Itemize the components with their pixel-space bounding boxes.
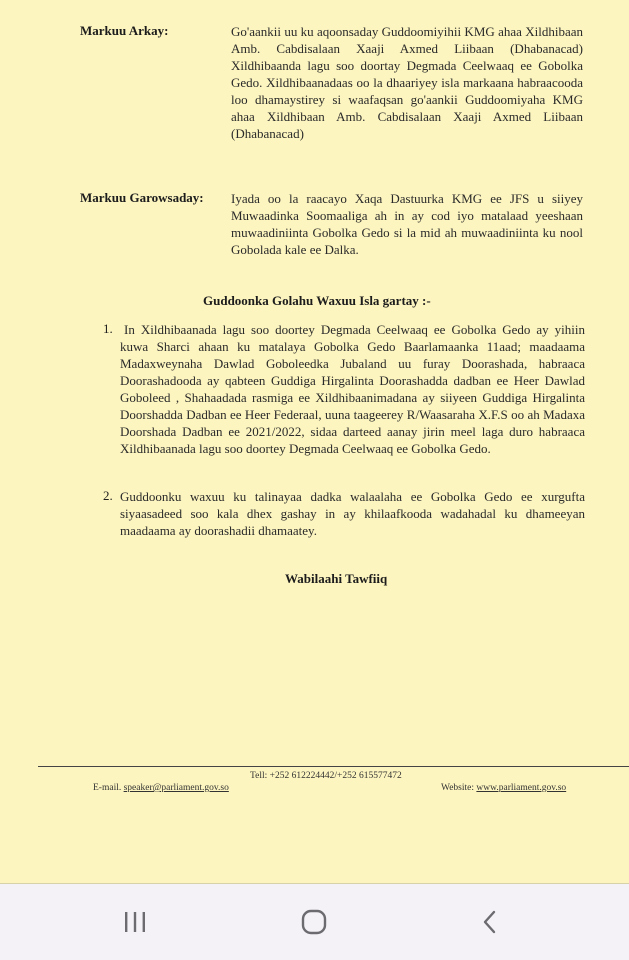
back-icon: [480, 909, 500, 935]
arkay-paragraph: Go'aankii uu ku aqoonsaday Guddoomiyihii KMG ahaa Xildhibaan Amb. Cabdisalaan Xaaji Axmed Liibaan (Dhabanacad) Xildhibaanda lagu soo doortay Degmada Ceelwaaq ee Gobolka Gedo. Xildhibaanadaas oo la dhaariyey isla markaana habraacooda loo dhamaystirey si waafaqsan go'aankii Guddoomiyaha KMG ahaa Xildhibaan Amb. Cabdisalaan Xaaji Axmed Liibaan (Dhabanacad): [231, 24, 583, 141]
resolution-item: In Xildhibaanada lagu soo doortey Degmada Ceelwaaq ee Gobolka Gedo ay yihiin kuwa Sharci ahaan ku matalaya Gobolka Gedo Baarlamaanka 11aad; maadaama Madaxweynaha Dawlad Goboleedka Jubaland uu furay Doorashada, habraaca Doorashadooda ay qabteen Guddiga Hirgalinta Doorashadda dadban ee Heer Dawlad Goboleed , Shahaadada rasmiga ee Xildhibaanimadana ay siiyeen Guddiga Hirgalinta Doorshadda Dadban ee Heer Federaal, uuna taageerey R/Waasaraha X.F.S oo ah Madaxa Doorshada Dadban ee 2021/2022, sidaa darteed aanay jirin meel laga duro habraaca Xildhibaanada lagu soo doortey Degmada Ceelwaaq ee Gobolka Gedo.: [120, 322, 585, 456]
website-link[interactable]: www.parliament.gov.so: [476, 783, 567, 793]
garowsaday-label: Markuu Garowsaday:: [80, 190, 204, 205]
resolution-item: Guddoonku waxuu ku talinayaa dadka walaalaha ee Gobolka Gedo ee xurgufta siyaasadeed soo kala dhex gashay in ay khilaafkooda wadahadal ku dhameeyan maadaama ay doorashadii dhamaatey.: [120, 489, 585, 538]
item-number: 1.: [103, 321, 113, 336]
home-button[interactable]: [289, 902, 339, 942]
email-label: E-mail.: [93, 783, 122, 793]
arkay-label: Markuu Arkay:: [80, 23, 169, 38]
recent-apps-icon: [122, 910, 148, 934]
email-link[interactable]: speaker@parliament.gov.so: [123, 783, 229, 793]
footer-divider: [38, 766, 629, 767]
resolution-heading: Guddoonka Golahu Waxuu Isla gartay :-: [203, 293, 431, 308]
footer-telephone: Tell: +252 612224442/+252 615577472: [250, 771, 402, 781]
closing-text: Wabilaahi Tawfiiq: [285, 571, 388, 586]
footer-email: [93, 783, 229, 793]
footer-website: [441, 783, 566, 793]
item-number: 2.: [103, 488, 113, 503]
recent-apps-button[interactable]: [110, 902, 160, 942]
back-button[interactable]: [465, 902, 515, 942]
website-label: Website:: [441, 783, 475, 793]
android-navigation-bar: [0, 884, 629, 960]
home-icon: [300, 909, 328, 935]
garowsaday-paragraph: Iyada oo la raacayo Xaqa Dastuurka KMG ee JFS u siiyey Muwaadinka Soomaaliga ah in ay cod iyo matalaad yeeshaan muwaadiniinta Gobolka Gedo si la mid ah muwaadiniinta ku nool Gobolada kale ee Dalka.: [231, 191, 583, 257]
